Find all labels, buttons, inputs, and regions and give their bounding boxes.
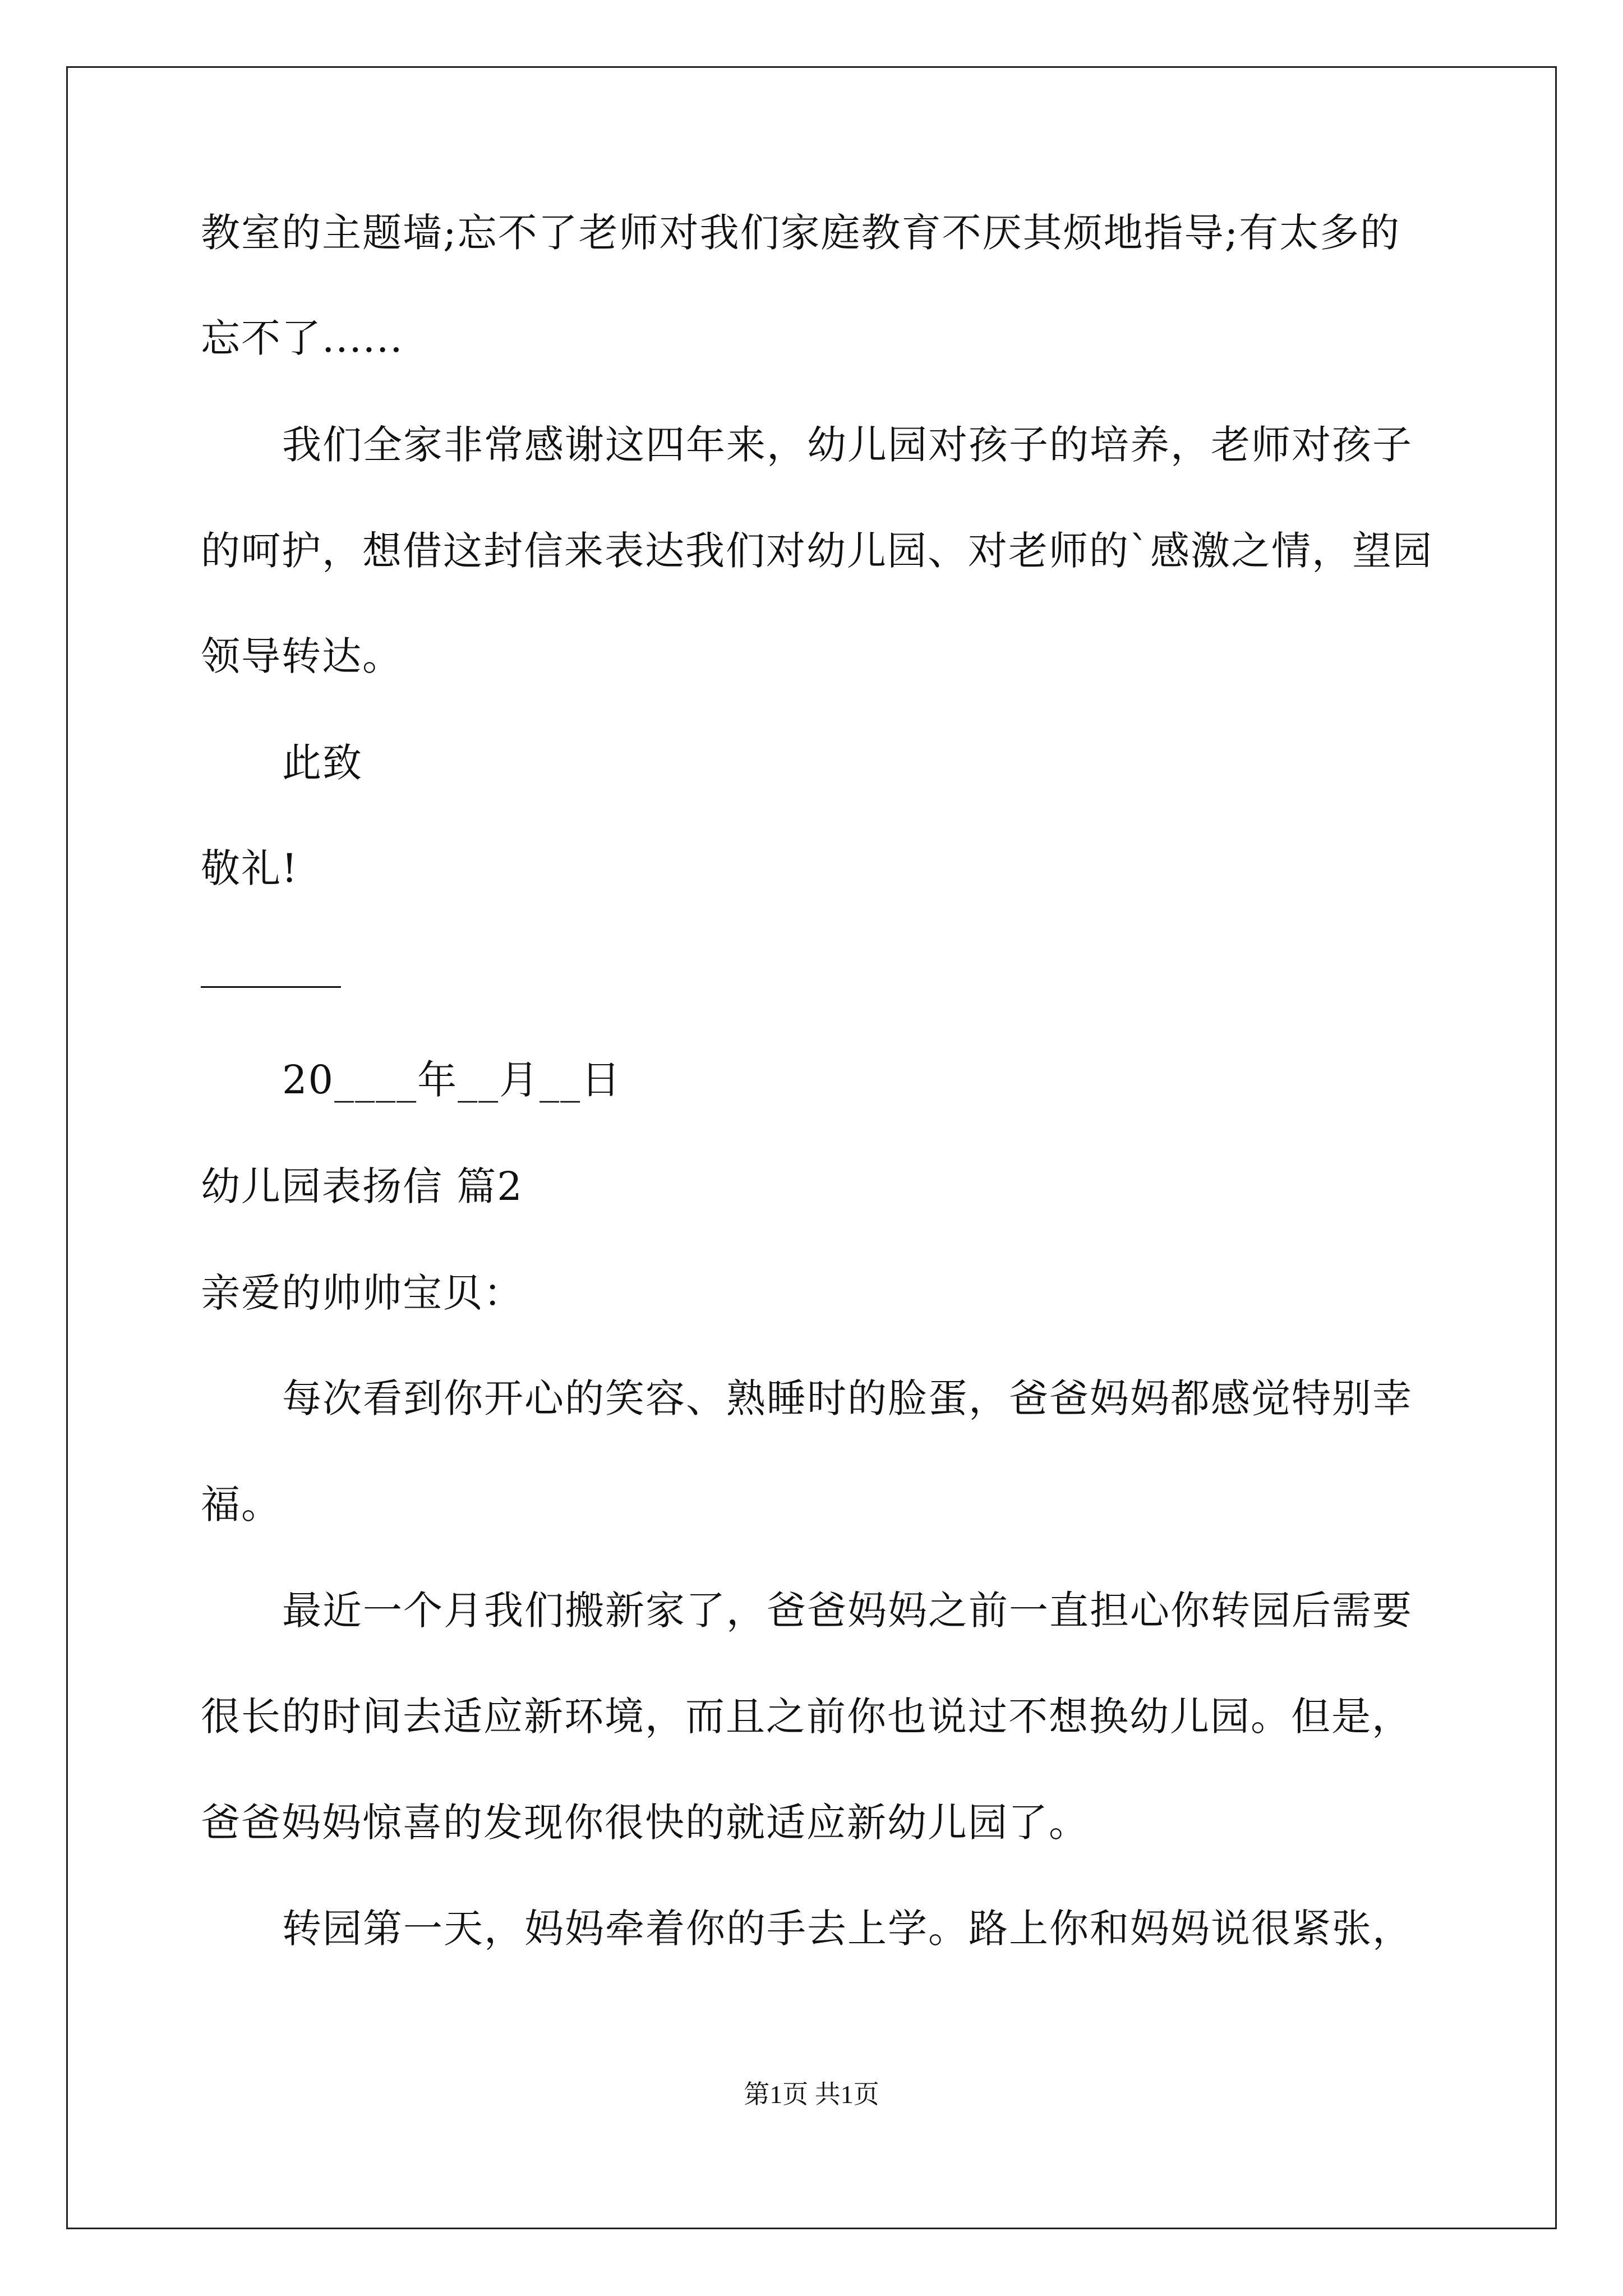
date-line: 20____年__月__日 <box>282 1057 622 1103</box>
paragraph-line: 每次看到你开心的笑容、熟睡时的脸蛋，爸爸妈妈都感觉特别幸 <box>282 1375 1413 1421</box>
closing-regards: 敬礼! <box>201 845 299 891</box>
paragraph-line: 领导转达。 <box>201 633 403 679</box>
paragraph-line: 很长的时间去适应新环境，而且之前你也说过不想换幼儿园。但是， <box>201 1694 1412 1740</box>
paragraph-line: 爸爸妈妈惊喜的发现你很快的就适应新幼儿园了。 <box>201 1800 1089 1846</box>
paragraph-line: 最近一个月我们搬新家了，爸爸妈妈之前一直担心你转园后需要 <box>282 1588 1413 1634</box>
section-title: 幼儿园表扬信 篇2 <box>201 1163 523 1209</box>
letter-greeting: 亲爱的帅帅宝贝： <box>201 1270 524 1316</box>
signature-line <box>201 986 341 988</box>
paragraph-line: 教室的主题墙;忘不了老师对我们家庭教育不厌其烦地指导;有太多的 <box>201 210 1401 256</box>
paragraph-line: 转园第一天，妈妈牵着你的手去上学。路上你和妈妈说很紧张， <box>282 1906 1413 1952</box>
paragraph-line: 我们全家非常感谢这四年来，幼儿园对孩子的培养，老师对孩子 <box>282 422 1413 468</box>
paragraph-line: 的呵护，想借这封信来表达我们对幼儿园、对老师的`感激之情，望园 <box>201 528 1433 574</box>
paragraph-line: 忘不了...... <box>201 315 404 361</box>
closing-salutation: 此致 <box>282 740 363 786</box>
paragraph-line: 福。 <box>201 1481 282 1527</box>
page-footer: 第1页 共1页 <box>744 2080 879 2109</box>
